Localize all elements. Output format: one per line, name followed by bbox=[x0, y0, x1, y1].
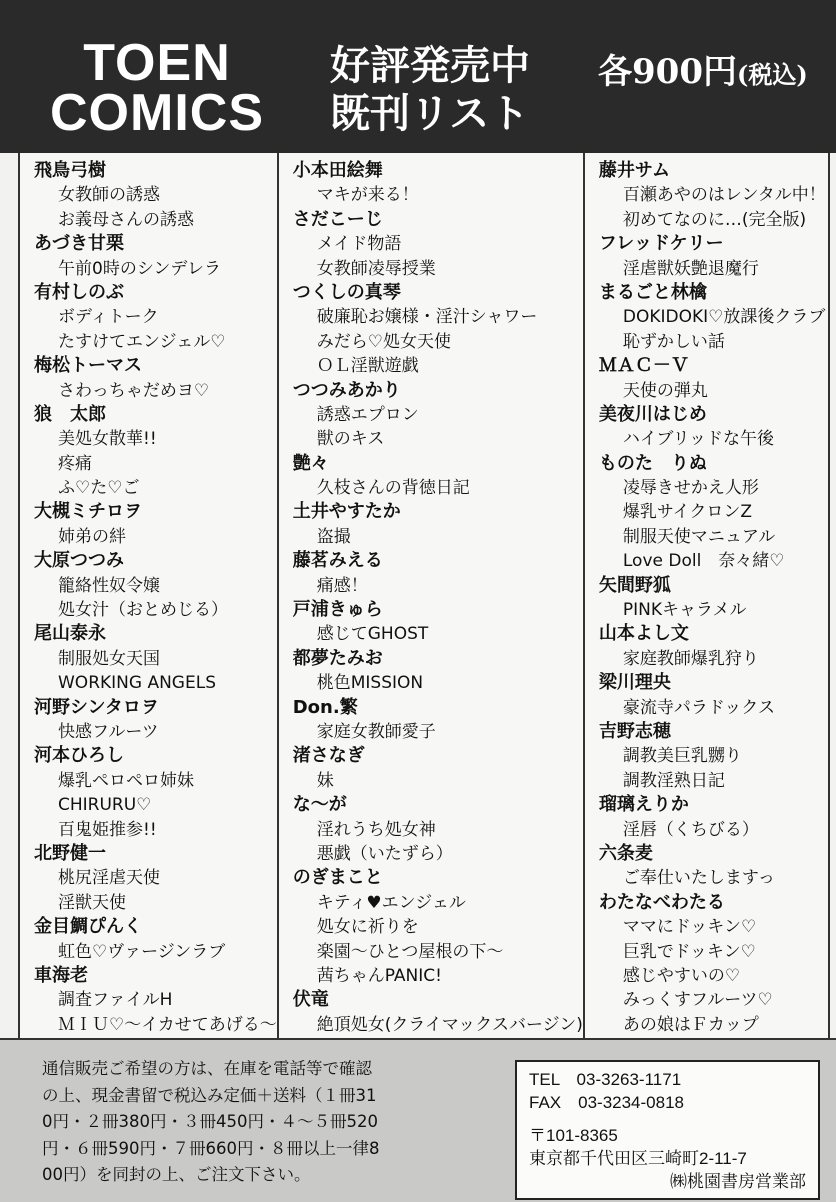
book-title: あの娘はＦカップ bbox=[622, 1014, 759, 1035]
author-name: 藤茗みえる bbox=[292, 550, 383, 572]
author-name: 北野健一 bbox=[34, 842, 106, 864]
book-title: Love Doll 奈々緒♡ bbox=[622, 551, 785, 572]
order-info bbox=[0, 1038, 836, 1202]
author-name: 河野シンタロヲ bbox=[34, 696, 159, 718]
author-name: わたなべわたる bbox=[598, 891, 725, 913]
header-banner bbox=[0, 0, 836, 153]
book-title: たすけてエンジェル♡ bbox=[58, 331, 226, 352]
contact-box bbox=[515, 1060, 820, 1200]
book-title: 絶頂処女(クライマックスバージン) bbox=[316, 1014, 583, 1035]
author-name: 河本ひろし bbox=[34, 745, 124, 767]
order-instructions bbox=[42, 1056, 462, 1189]
book-title: メイド物語 bbox=[316, 234, 402, 255]
author-name: 大原つつみ bbox=[34, 550, 124, 572]
book-title: 痛感！ bbox=[316, 575, 368, 596]
book-title: 家庭女教師愛子 bbox=[316, 721, 436, 742]
book-title: 巨乳でドッキン♡ bbox=[622, 941, 756, 962]
book-title: 調教美巨乳嬲り bbox=[622, 746, 742, 767]
page-title bbox=[330, 42, 530, 138]
book-title: 久枝さんの背徳日記 bbox=[316, 478, 470, 499]
book-title: 盗撮 bbox=[316, 526, 351, 547]
author-name: 大槻ミチロヲ bbox=[34, 501, 142, 523]
tax-note: (税込) bbox=[736, 60, 808, 89]
author-name: ＭＡＣ－Ｖ bbox=[598, 355, 689, 377]
author-name: 美夜川はじめ bbox=[598, 403, 707, 425]
title-line-1: 好評発売中 bbox=[330, 43, 530, 89]
book-title: WORKING ANGELS bbox=[58, 673, 216, 694]
book-title: 豪流寺パラドックス bbox=[622, 697, 776, 718]
book-title: ＯＬ淫獣遊戯 bbox=[316, 356, 419, 377]
catalog-list bbox=[18, 153, 830, 1038]
author-name: 艶々 bbox=[292, 452, 329, 474]
postal-code: 〒101-8365 bbox=[529, 1126, 618, 1145]
author-name: な～が bbox=[292, 794, 347, 816]
book-title: さわっちゃだめヨ♡ bbox=[58, 380, 210, 401]
author-name: まるごと林檎 bbox=[598, 281, 707, 303]
book-title: ハイブリッドな午後 bbox=[622, 429, 775, 450]
book-title: 楽園～ひとつ屋根の下～ bbox=[316, 941, 504, 962]
book-title: マキが来る！ bbox=[316, 185, 419, 206]
order-line: 通信販売ご希望の方は、在庫を電話等で確認 bbox=[42, 1059, 372, 1078]
author-name: あづき甘栗 bbox=[34, 233, 124, 255]
author-name: 渚さなぎ bbox=[292, 745, 365, 767]
book-title: ふ♡た♡ご bbox=[58, 478, 140, 499]
author-name: ものた りぬ bbox=[598, 452, 707, 474]
book-title: 淫虐獣妖艶退魔行 bbox=[622, 258, 759, 279]
order-line: の上、現金書留で税込み定価＋送料（１冊31 bbox=[42, 1085, 377, 1105]
book-title: 虹色♡ヴァージンラブ bbox=[58, 941, 226, 962]
company: ㈱桃園書房営業部 bbox=[670, 1172, 806, 1191]
book-title: 制服天使マニュアル bbox=[622, 526, 776, 547]
order-line: 0円・２冊380円・３冊450円・４～５冊520 bbox=[42, 1112, 378, 1131]
author-name: フレッドケリー bbox=[598, 233, 724, 255]
book-title: ママにドッキン♡ bbox=[622, 917, 757, 938]
brand-line-2: COMICS bbox=[50, 84, 264, 142]
author-name: 飛鳥弓樹 bbox=[34, 160, 106, 181]
author-name: 狼 太郎 bbox=[34, 403, 106, 425]
book-title: 処女に祈りを bbox=[316, 917, 419, 938]
book-title: 淫れうち処女神 bbox=[316, 819, 436, 840]
book-title: 茜ちゃんPANIC! bbox=[316, 965, 442, 986]
book-title: 処女汁（おとめじる） bbox=[58, 600, 228, 621]
book-title: PINKキャラメル bbox=[622, 600, 747, 621]
brand-line-1: TOEN bbox=[83, 34, 231, 92]
author-name: 吉野志穂 bbox=[598, 720, 671, 742]
book-title: 女教師の誘惑 bbox=[58, 185, 160, 206]
author-name: 六条麦 bbox=[598, 842, 653, 864]
book-title: 感じてGHOST bbox=[316, 624, 429, 645]
book-title: 破廉恥お嬢様・淫汁シャワー bbox=[316, 307, 538, 328]
book-title: ボディトーク bbox=[58, 307, 159, 328]
book-title: 凌辱きせかえ人形 bbox=[622, 478, 759, 499]
book-title: キティ♥エンジェル bbox=[316, 892, 466, 913]
book-title: みっくすフルーツ♡ bbox=[622, 990, 773, 1011]
author-name: さだこーじ bbox=[292, 208, 383, 230]
list-column bbox=[20, 153, 279, 1038]
author-name: 山本よし文 bbox=[598, 623, 689, 645]
book-title: 妹 bbox=[316, 770, 334, 791]
author-name: 車海老 bbox=[34, 964, 88, 986]
book-title: 爆乳サイクロンZ bbox=[622, 502, 752, 523]
book-title: 恥ずかしい話 bbox=[622, 331, 725, 352]
author-name: つつみあかり bbox=[292, 379, 401, 401]
author-name: 梅松トーマス bbox=[34, 355, 142, 377]
author-name: 有村しのぶ bbox=[34, 281, 124, 303]
book-title: 感じやすいの♡ bbox=[622, 965, 741, 986]
author-name: 小本田絵舞 bbox=[292, 160, 383, 181]
book-title: お義母さんの誘惑 bbox=[58, 209, 194, 230]
book-title: 調教淫熟日記 bbox=[622, 770, 725, 791]
author-name: 戸浦きゅら bbox=[292, 599, 383, 621]
author-name: つくしの真琴 bbox=[292, 281, 401, 303]
list-column bbox=[279, 153, 585, 1038]
author-name: Don.繁 bbox=[292, 696, 358, 718]
book-title: 獣のキス bbox=[316, 429, 385, 450]
book-title: 籠絡性奴令嬢 bbox=[58, 575, 160, 596]
author-name: のぎまこと bbox=[292, 867, 383, 889]
book-title: 制服処女天国 bbox=[58, 648, 160, 669]
book-title: 天使の弾丸 bbox=[622, 380, 708, 401]
title-line-2: 既刊リスト bbox=[330, 91, 530, 137]
book-title: 調査ファイルH bbox=[58, 990, 173, 1011]
price-label bbox=[598, 44, 808, 93]
book-title: 百瀬あやのはレンタル中！ bbox=[622, 185, 826, 206]
fax: FAX 03-3234-0818 bbox=[529, 1093, 684, 1112]
author-name: 矢間野狐 bbox=[598, 574, 671, 596]
book-title: 悪戯（いたずら） bbox=[316, 843, 453, 864]
book-title: みだら♡処女天使 bbox=[316, 331, 451, 352]
book-title: 快感フルーツ bbox=[58, 721, 159, 742]
author-name: 都夢たみお bbox=[292, 647, 383, 669]
book-title: 淫獣天使 bbox=[58, 892, 126, 913]
book-title: 桃尻淫虐天使 bbox=[58, 868, 160, 889]
author-name: 金目鯛ぴんく bbox=[34, 916, 142, 938]
author-name: 梁川理央 bbox=[598, 672, 671, 694]
book-title: 誘惑エプロン bbox=[316, 404, 419, 425]
price: 各900円 bbox=[598, 52, 737, 92]
book-title: ご奉仕いたしますっ bbox=[622, 868, 775, 889]
book-title: 午前0時のシンデレラ bbox=[58, 258, 222, 279]
order-line: 円・６冊590円・７冊660円・８冊以上一律8 bbox=[42, 1138, 380, 1158]
address: 東京都千代田区三崎町2-11-7 bbox=[529, 1149, 747, 1168]
author-name: 土井やすたか bbox=[292, 501, 401, 523]
book-title: 美処女散華!! bbox=[58, 429, 157, 450]
book-title: 淫唇（くちびる） bbox=[622, 819, 759, 840]
author-name: 瑠璃えりか bbox=[598, 794, 689, 816]
brand-logo bbox=[50, 34, 264, 142]
book-title: 桃色MISSION bbox=[316, 673, 424, 694]
author-name: 尾山泰永 bbox=[34, 623, 106, 645]
author-name: 藤井サム bbox=[598, 160, 670, 181]
order-line: 00円）を同封の上、ご注文下さい。 bbox=[42, 1165, 311, 1184]
book-title: 百鬼姫推参!! bbox=[58, 819, 157, 840]
book-title: 初めてなのに…(完全版) bbox=[622, 209, 807, 230]
book-title: 姉弟の絆 bbox=[58, 526, 126, 547]
book-title: CHIRURU♡ bbox=[58, 795, 152, 816]
book-title: 女教師凌辱授業 bbox=[316, 258, 436, 279]
book-title: 疼痛 bbox=[58, 453, 92, 474]
book-title: 家庭教師爆乳狩り bbox=[622, 648, 759, 669]
tel: TEL 03-3263-1171 bbox=[529, 1070, 682, 1089]
book-title: ＭＩＵ♡～イカせてあげる～ bbox=[58, 1014, 277, 1035]
author-name: 伏竜 bbox=[292, 989, 329, 1011]
list-column bbox=[585, 153, 828, 1038]
book-title: DOKIDOKI♡放課後クラブ bbox=[622, 307, 826, 328]
book-title: 爆乳ペロペロ姉妹 bbox=[58, 770, 194, 791]
